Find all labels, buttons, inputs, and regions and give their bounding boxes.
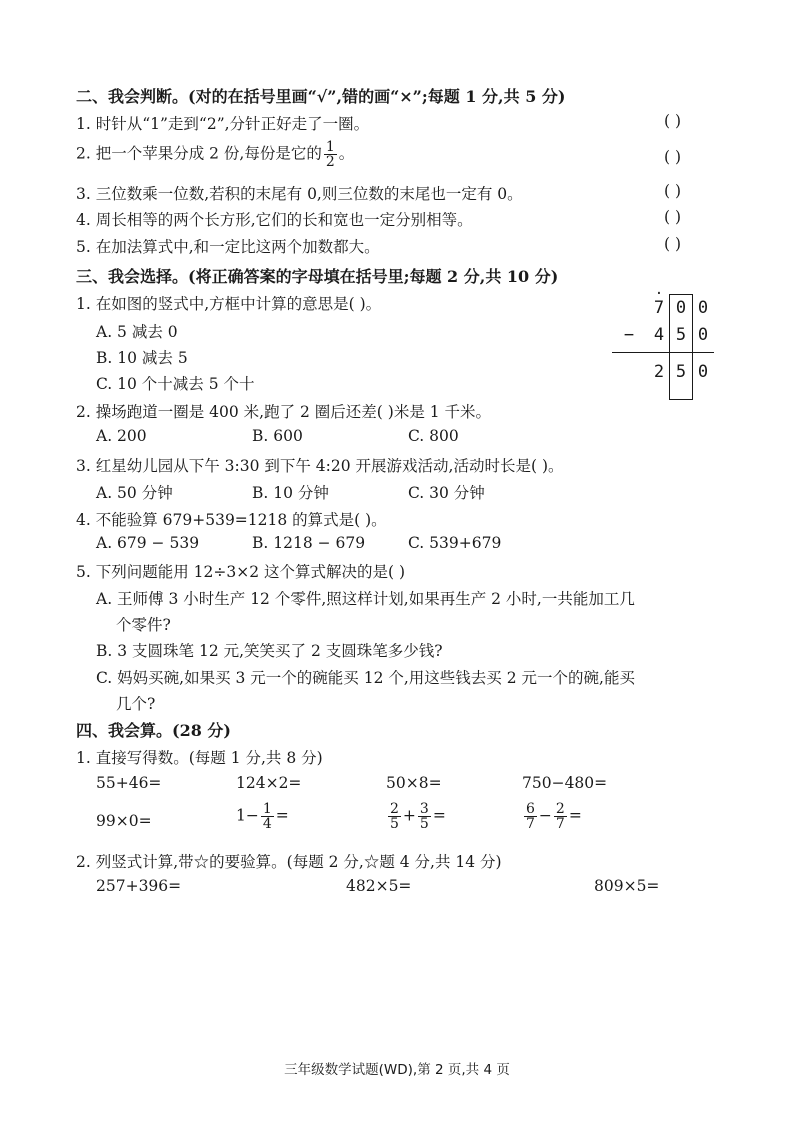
fraction-two-fifths — [388, 802, 401, 831]
judge-item-4: 4. 周长相等的两个长方形,它们的长和宽也一定分别相等。 — [76, 211, 473, 229]
vertical-calc-2[interactable]: 482×5= — [346, 877, 412, 895]
minuend-digit-2: 0 — [675, 298, 687, 318]
judge-answer-4[interactable]: ( ) — [664, 208, 682, 226]
highlight-box — [669, 294, 693, 400]
choice-q2-option-a[interactable]: A. 200 — [96, 427, 147, 445]
judge-answer-5[interactable]: ( ) — [664, 235, 682, 253]
judge-item-5: 5. 在加法算式中,和一定比这两个加数都大。 — [76, 238, 380, 256]
calc-part1-title: 1. 直接写得数。(每题 1 分,共 8 分) — [76, 749, 323, 767]
calc-item-2[interactable]: 124×2= — [236, 774, 302, 792]
calc-item-7[interactable] — [386, 802, 446, 831]
choice-q4-option-a[interactable]: A. 679 − 539 — [96, 534, 200, 552]
minuend-digit-1: 7 — [653, 298, 665, 318]
frac-numerator: 2 — [390, 801, 399, 817]
calc-item-6-prefix: 1− — [236, 806, 259, 825]
judge-item-3: 3. 三位数乘一位数,若积的末尾有 0,则三位数的末尾也一定有 0。 — [76, 185, 523, 203]
choice-q5-option-c[interactable]: C. 妈妈买碗,如果买 3 元一个的碗能买 12 个,用这些钱去买 2 元一个的碗,能买 — [96, 669, 635, 687]
judge-item-1: 1. 时针从“1”走到“2”,分针正好走了一圈。 — [76, 115, 370, 133]
fraction-three-fifths — [418, 802, 431, 831]
choice-q5-option-b[interactable]: B. 3 支圆珠笔 12 元,笑笑买了 2 支圆珠笔多少钱? — [96, 642, 443, 660]
frac-numerator: 6 — [526, 801, 535, 817]
frac-denominator: 5 — [390, 816, 399, 832]
vertical-calc-1[interactable]: 257+396= — [96, 877, 182, 895]
frac-numerator: 1 — [262, 801, 272, 817]
judge-answer-2[interactable]: ( ) — [664, 148, 682, 166]
calc-item-8[interactable] — [522, 802, 582, 831]
calc-item-4[interactable]: 750−480= — [522, 774, 608, 792]
choice-q1: 1. 在如图的竖式中,方框中计算的意思是( )。 — [76, 295, 382, 313]
choice-q5-option-c-cont: 几个? — [116, 695, 156, 713]
choice-q3-option-a[interactable]: A. 50 分钟 — [96, 484, 173, 502]
choice-q1-option-a[interactable]: A. 5 减去 0 — [96, 323, 178, 341]
choice-q5-option-a-cont: 个零件? — [116, 616, 171, 634]
frac-denominator: 4 — [262, 816, 272, 832]
fraction-quarter — [261, 802, 274, 831]
plus-sign: + — [402, 806, 416, 825]
frac-numerator: 1 — [325, 139, 335, 155]
calc-part2-title: 2. 列竖式计算,带☆的要验算。(每题 2 分,☆题 4 分,共 14 分) — [76, 853, 502, 871]
frac-denominator: 7 — [555, 816, 565, 832]
choice-q3-option-c[interactable]: C. 30 分钟 — [408, 484, 485, 502]
choice-q5: 5. 下列问题能用 12÷3×2 这个算式解决的是( ) — [76, 563, 406, 581]
subtrahend-digit-2: 5 — [675, 325, 687, 345]
choice-q4-option-c[interactable]: C. 539+679 — [408, 534, 502, 552]
difference-digit-1: 2 — [653, 362, 665, 382]
judge-item-2-end: 。 — [338, 144, 355, 163]
minus-sign: − — [623, 325, 635, 345]
choice-q1-option-b[interactable]: B. 10 减去 5 — [96, 349, 188, 367]
frac-denominator: 2 — [325, 154, 335, 170]
choice-q4: 4. 不能验算 679+539=1218 的算式是( )。 — [76, 511, 387, 529]
choice-q2: 2. 操场跑道一圈是 400 米,跑了 2 圈后还差( )米是 1 千米。 — [76, 403, 492, 421]
judge-item-2-text: 2. 把一个苹果分成 2 份,每份是它的 — [76, 144, 322, 163]
frac-numerator: 2 — [555, 801, 565, 817]
subtrahend-digit-1: 4 — [653, 325, 665, 345]
difference-digit-3: 0 — [697, 362, 709, 382]
calc-item-1[interactable]: 55+46= — [96, 774, 162, 792]
calc-item-5[interactable]: 99×0= — [96, 812, 152, 830]
choice-q4-option-b[interactable]: B. 1218 − 679 — [252, 534, 366, 552]
sum-line — [612, 352, 714, 353]
fraction-six-sevenths — [524, 802, 537, 831]
minus-sign: − — [538, 806, 552, 825]
judge-answer-1[interactable]: ( ) — [664, 112, 682, 130]
borrow-dot: · — [654, 286, 664, 302]
fraction-two-sevenths — [554, 802, 567, 831]
choice-q3-option-b[interactable]: B. 10 分钟 — [252, 484, 329, 502]
section3-title: 三、我会选择。(将正确答案的字母填在括号里;每题 2 分,共 10 分) — [76, 267, 559, 286]
vertical-calc-3[interactable]: 809×5= — [594, 877, 660, 895]
calc-item-8-equals: = — [568, 806, 582, 825]
calc-item-7-equals: = — [432, 806, 446, 825]
calc-item-6[interactable] — [236, 802, 289, 831]
choice-q2-option-c[interactable]: C. 800 — [408, 427, 459, 445]
choice-q2-option-b[interactable]: B. 600 — [252, 427, 303, 445]
judge-answer-3[interactable]: ( ) — [664, 182, 682, 200]
page-footer: 三年级数学试题(WD),第 2 页,共 4 页 — [284, 1062, 510, 1078]
frac-numerator: 3 — [419, 801, 429, 817]
fraction-half — [324, 140, 337, 169]
difference-digit-2: 5 — [675, 362, 687, 382]
choice-q1-option-c[interactable]: C. 10 个十减去 5 个十 — [96, 375, 255, 393]
frac-denominator: 7 — [526, 816, 535, 832]
frac-denominator: 5 — [419, 816, 429, 832]
subtrahend-digit-3: 0 — [697, 325, 709, 345]
minuend-digit-3: 0 — [697, 298, 709, 318]
choice-q3: 3. 红星幼儿园从下午 3:30 到下午 4:20 开展游戏活动,活动时长是( )。 — [76, 457, 564, 475]
section2-title: 二、我会判断。(对的在括号里画“√”,错的画“×”;每题 1 分,共 5 分) — [76, 87, 566, 106]
calc-item-6-equals: = — [275, 806, 289, 825]
judge-item-2 — [76, 140, 354, 169]
choice-q5-option-a[interactable]: A. 王师傅 3 小时生产 12 个零件,照这样计划,如果再生产 2 小时,一共能加工几 — [96, 590, 635, 608]
section4-title: 四、我会算。(28 分) — [76, 721, 231, 740]
calc-item-3[interactable]: 50×8= — [386, 774, 442, 792]
